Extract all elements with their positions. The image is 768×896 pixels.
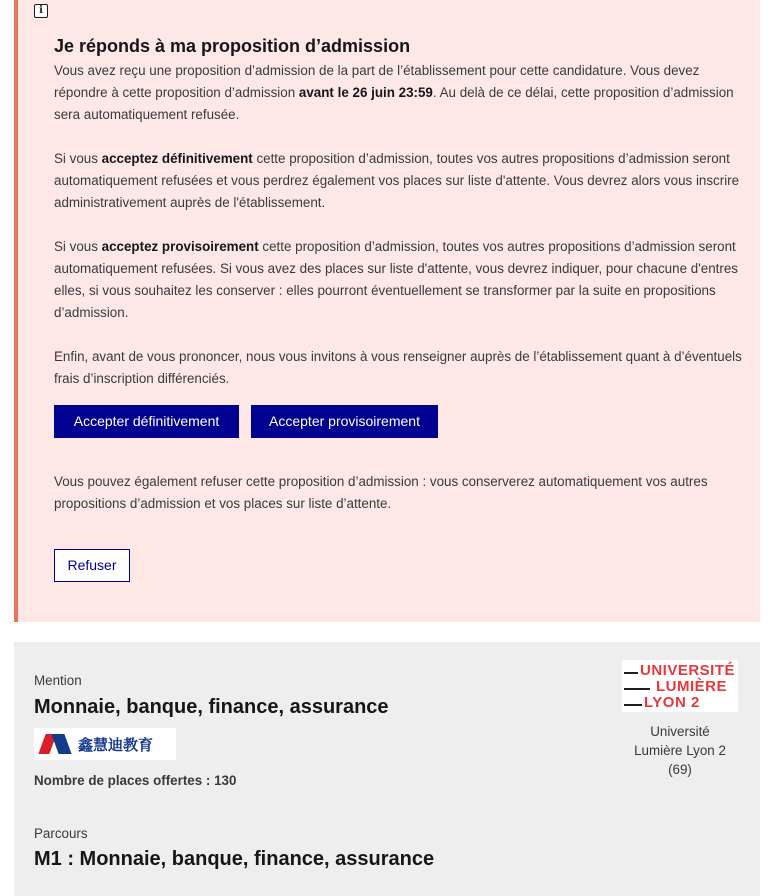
mention-label: Mention [34,673,82,688]
fees-paragraph: Enfin, avant de vous prononcer, nous vous invitons à vous renseigner auprès de l’établissement quant à d’éventuels frais d’inscription différenciés. [54,349,742,386]
admission-alert [14,0,760,622]
definitive-paragraph: Si vous acceptez définitivement cette proposition d’admission, toutes vos autres propositions d’admission seront automatiquement refusées et vous perdrez également vos places sur liste d'attente. Vous devrez alors vous inscrire administrativement auprès de l'établissement. [54,151,740,210]
refuse-button[interactable]: Refuser [54,549,130,582]
watermark-brand-logo [34,728,176,760]
provisional-paragraph: Si vous acceptez provisoirement cette proposition d’admission, toutes vos autres propositions d’admission seront automatiquement refusées. Si vous avez des places sur liste d'attente, vous devrez indiquer, pour chacune d'entres elles, si vous souhaitez les conserver : elles pourront éventuellement se transformer par la suite en propositions d’admission. [54,239,738,320]
accept-provisional-button[interactable]: Accepter provisoirement [251,405,438,438]
formation-card [14,642,760,896]
brand-text: 鑫慧迪教育 [78,735,154,754]
info-icon: i [34,4,48,18]
university-logo: UNIVERSITÉ LUMIÈRE LYON 2 [622,660,738,712]
parcours-value: M1 : Monnaie, banque, finance, assurance [34,848,435,870]
deadline-date: avant le 26 juin 23:59 [298,85,433,100]
deadline-paragraph: Vous avez reçu une proposition d’admission de la part de l’établissement pour cette candidature. Vous devez répondre à cette proposition d’admission avant le 26 juin 23:59. Au delà de ce délai, cette proposition d’admission sera automatiquement refusée. [54,63,734,122]
parcours-label: Parcours [34,826,88,841]
alert-title: Je réponds à ma proposition d’admission [54,36,411,56]
refuse-paragraph: Vous pouvez également refuser cette proposition d’admission : vous conserverez automatiquement vos autres propositions d’admission et vos places sur liste d’attente. [54,474,708,511]
university-name: Université Lumière Lyon 2 (69) [634,724,726,777]
accept-definitive-button[interactable]: Accepter définitivement [54,405,239,438]
mention-value: Monnaie, banque, finance, assurance [34,696,389,718]
brand-mark-icon [42,734,72,754]
places-offered: Nombre de places offertes : 130 [34,773,237,788]
